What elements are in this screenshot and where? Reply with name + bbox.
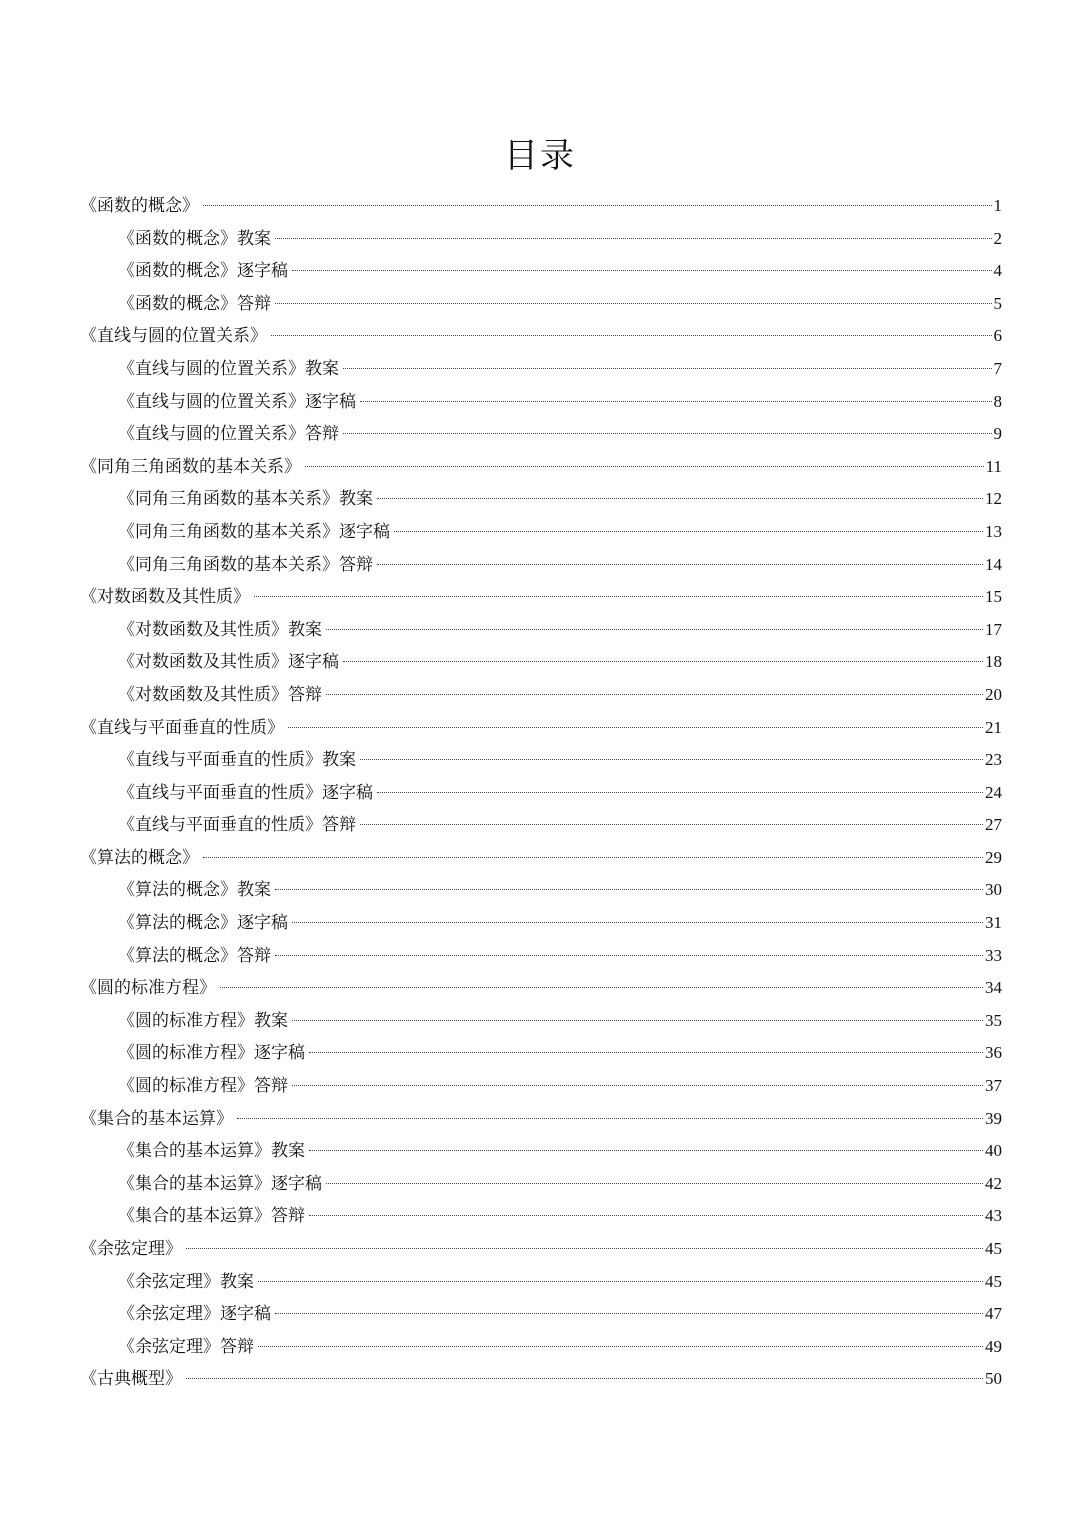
toc-entry-label: 《对数函数及其性质》逐字稿 (118, 652, 339, 673)
toc-entry-page-number: 14 (985, 554, 1002, 574)
dot-leader (275, 303, 992, 304)
toc-entry-label: 《余弦定理》答辩 (118, 1336, 254, 1357)
toc-entry-page-number: 42 (985, 1173, 1002, 1193)
toc-entry-page-number: 17 (985, 619, 1002, 639)
toc-section-entry[interactable] (80, 386, 1002, 419)
toc-entry-page-number: 2 (993, 228, 1002, 248)
toc-section-entry[interactable] (80, 549, 1002, 582)
toc-entry-label: 《直线与平面垂直的性质》逐字稿 (118, 782, 373, 803)
dot-leader (305, 466, 984, 467)
dot-leader (309, 1215, 983, 1216)
toc-entry-page-number: 31 (985, 913, 1002, 933)
toc-chapter-entry[interactable] (80, 972, 1002, 1005)
toc-entry-label: 《直线与圆的位置关系》答辩 (118, 424, 339, 445)
toc-entry-page-number: 43 (985, 1206, 1002, 1226)
toc-entry-label: 《直线与圆的位置关系》教案 (118, 358, 339, 379)
dot-leader (343, 368, 992, 369)
toc-section-entry[interactable] (80, 353, 1002, 386)
toc-entry-page-number: 15 (985, 587, 1002, 607)
toc-entry-label: 《函数的概念》逐字稿 (118, 261, 288, 282)
toc-entry-page-number: 4 (993, 261, 1002, 281)
toc-section-entry[interactable] (80, 418, 1002, 451)
dot-leader (377, 498, 983, 499)
toc-section-entry[interactable] (80, 679, 1002, 712)
toc-entry-label: 《余弦定理》教案 (118, 1271, 254, 1292)
toc-section-entry[interactable] (80, 1037, 1002, 1070)
toc-entry-page-number: 50 (985, 1369, 1002, 1389)
toc-section-entry[interactable] (80, 1005, 1002, 1038)
toc-entry-page-number: 11 (985, 456, 1002, 476)
toc-section-entry[interactable] (80, 1298, 1002, 1331)
dot-leader (288, 727, 983, 728)
toc-entry-label: 《集合的基本运算》 (80, 1108, 233, 1129)
toc-entry-page-number: 47 (985, 1304, 1002, 1324)
toc-entry-page-number: 29 (985, 847, 1002, 867)
toc-entry-label: 《算法的概念》 (80, 847, 199, 868)
toc-entry-label: 《圆的标准方程》 (80, 978, 216, 999)
toc-entry-label: 《余弦定理》 (80, 1239, 182, 1259)
dot-leader (343, 433, 992, 434)
dot-leader (309, 1150, 983, 1151)
toc-entry-page-number: 39 (985, 1108, 1002, 1128)
dot-leader (360, 759, 983, 760)
dot-leader (258, 1346, 983, 1347)
toc-entry-page-number: 5 (993, 293, 1002, 313)
toc-section-entry[interactable] (80, 777, 1002, 810)
toc-entry-page-number: 21 (985, 717, 1002, 737)
dot-leader (292, 1020, 983, 1021)
dot-leader (186, 1378, 983, 1379)
toc-entry-label: 《直线与圆的位置关系》逐字稿 (118, 391, 356, 412)
toc-chapter-entry[interactable] (80, 842, 1002, 875)
toc-entry-label: 《集合的基本运算》答辩 (118, 1206, 305, 1227)
toc-entry-label: 《同角三角函数的基本关系》答辩 (118, 554, 373, 575)
toc-entry-page-number: 40 (985, 1141, 1002, 1161)
toc-entry-page-number: 45 (985, 1271, 1002, 1291)
toc-entry-page-number: 12 (985, 489, 1002, 509)
toc-section-entry[interactable] (80, 940, 1002, 973)
toc-entry-page-number: 13 (985, 521, 1002, 541)
toc-section-entry[interactable] (80, 255, 1002, 288)
toc-section-entry[interactable] (80, 1200, 1002, 1233)
toc-entry-page-number: 37 (985, 1076, 1002, 1096)
dot-leader (309, 1052, 983, 1053)
toc-section-entry[interactable] (80, 907, 1002, 940)
toc-entry-label: 《函数的概念》 (80, 196, 199, 216)
dot-leader (360, 401, 992, 402)
dot-leader (343, 661, 983, 662)
toc-entry-label: 《余弦定理》逐字稿 (118, 1304, 271, 1325)
toc-entry-page-number: 23 (985, 750, 1002, 770)
dot-leader (394, 531, 983, 532)
dot-leader (326, 694, 983, 695)
toc-entry-page-number: 24 (985, 782, 1002, 802)
toc-chapter-entry[interactable] (80, 712, 1002, 745)
toc-section-entry[interactable] (80, 1135, 1002, 1168)
toc-entry-label: 《对数函数及其性质》教案 (118, 619, 322, 640)
toc-chapter-entry[interactable] (80, 1363, 1002, 1396)
dot-leader (203, 857, 983, 858)
dot-leader (326, 629, 983, 630)
toc-section-entry[interactable] (80, 1331, 1002, 1364)
toc-entry-label: 《算法的概念》教案 (118, 880, 271, 901)
toc-entry-label: 《算法的概念》逐字稿 (118, 913, 288, 934)
page-title: 目录 (504, 136, 576, 176)
toc-section-entry[interactable] (80, 809, 1002, 842)
dot-leader (377, 564, 983, 565)
toc-entry-page-number: 36 (985, 1043, 1002, 1063)
dot-leader (377, 792, 983, 793)
toc-entry-label: 《函数的概念》教案 (118, 228, 271, 249)
dot-leader (203, 205, 992, 206)
dot-leader (275, 1313, 983, 1314)
toc-entry-page-number: 9 (993, 424, 1002, 444)
toc-entry-page-number: 1 (993, 196, 1002, 215)
dot-leader (292, 270, 992, 271)
toc-section-entry[interactable] (80, 646, 1002, 679)
toc-entry-page-number: 35 (985, 1010, 1002, 1030)
dot-leader (271, 335, 992, 336)
toc-entry-label: 《直线与平面垂直的性质》教案 (118, 750, 356, 771)
toc-section-entry[interactable] (80, 744, 1002, 777)
toc-entry-page-number: 33 (985, 945, 1002, 965)
toc-entry-label: 《圆的标准方程》逐字稿 (118, 1043, 305, 1064)
toc-section-entry[interactable] (80, 483, 1002, 516)
toc-entry-label: 《同角三角函数的基本关系》教案 (118, 489, 373, 510)
toc-chapter-entry[interactable] (80, 451, 1002, 484)
dot-leader (275, 889, 983, 890)
toc-chapter-entry[interactable] (80, 1103, 1002, 1136)
toc-entry-label: 《对数函数及其性质》答辩 (118, 684, 322, 705)
table-of-contents (80, 190, 1002, 1396)
toc-entry-label: 《算法的概念》答辩 (118, 945, 271, 966)
toc-entry-page-number: 20 (985, 684, 1002, 704)
toc-entry-label: 《集合的基本运算》教案 (118, 1141, 305, 1162)
toc-entry-page-number: 27 (985, 815, 1002, 835)
toc-section-entry[interactable] (80, 1266, 1002, 1299)
toc-entry-label: 《直线与平面垂直的性质》答辩 (118, 815, 356, 836)
dot-leader (258, 1281, 983, 1282)
toc-entry-label: 《同角三角函数的基本关系》 (80, 456, 301, 477)
toc-section-entry[interactable] (80, 516, 1002, 549)
toc-chapter-entry[interactable] (80, 320, 1002, 353)
toc-entry-page-number: 34 (985, 978, 1002, 998)
toc-entry-page-number: 6 (993, 326, 1002, 346)
toc-entry-page-number: 30 (985, 880, 1002, 900)
dot-leader (186, 1248, 983, 1249)
dot-leader (275, 238, 992, 239)
dot-leader (275, 955, 983, 956)
toc-chapter-entry[interactable] (80, 190, 1002, 223)
dot-leader (237, 1118, 983, 1119)
toc-entry-label: 《函数的概念》答辩 (118, 293, 271, 314)
toc-entry-page-number: 49 (985, 1336, 1002, 1356)
dot-leader (292, 922, 983, 923)
toc-entry-label: 《集合的基本运算》逐字稿 (118, 1173, 322, 1194)
toc-entry-page-number: 8 (993, 391, 1002, 411)
toc-entry-page-number: 45 (985, 1239, 1002, 1258)
dot-leader (254, 596, 983, 597)
toc-section-entry[interactable] (80, 1168, 1002, 1201)
dot-leader (220, 987, 983, 988)
toc-section-entry[interactable] (80, 1070, 1002, 1103)
toc-entry-label: 《直线与平面垂直的性质》 (80, 717, 284, 738)
dot-leader (360, 824, 983, 825)
toc-entry-label: 《古典概型》 (80, 1369, 182, 1390)
toc-entry-label: 《同角三角函数的基本关系》逐字稿 (118, 521, 390, 542)
toc-entry-label: 《对数函数及其性质》 (80, 587, 250, 608)
toc-chapter-entry[interactable] (80, 581, 1002, 614)
toc-chapter-entry[interactable] (80, 1233, 1002, 1266)
toc-entry-page-number: 7 (993, 358, 1002, 378)
toc-section-entry[interactable] (80, 223, 1002, 256)
toc-entry-page-number: 18 (985, 652, 1002, 672)
toc-entry-label: 《圆的标准方程》教案 (118, 1010, 288, 1031)
toc-entry-label: 《圆的标准方程》答辩 (118, 1076, 288, 1097)
toc-entry-label: 《直线与圆的位置关系》 (80, 326, 267, 347)
dot-leader (292, 1085, 983, 1086)
toc-section-entry[interactable] (80, 614, 1002, 647)
dot-leader (326, 1183, 983, 1184)
toc-section-entry[interactable] (80, 288, 1002, 321)
toc-section-entry[interactable] (80, 874, 1002, 907)
